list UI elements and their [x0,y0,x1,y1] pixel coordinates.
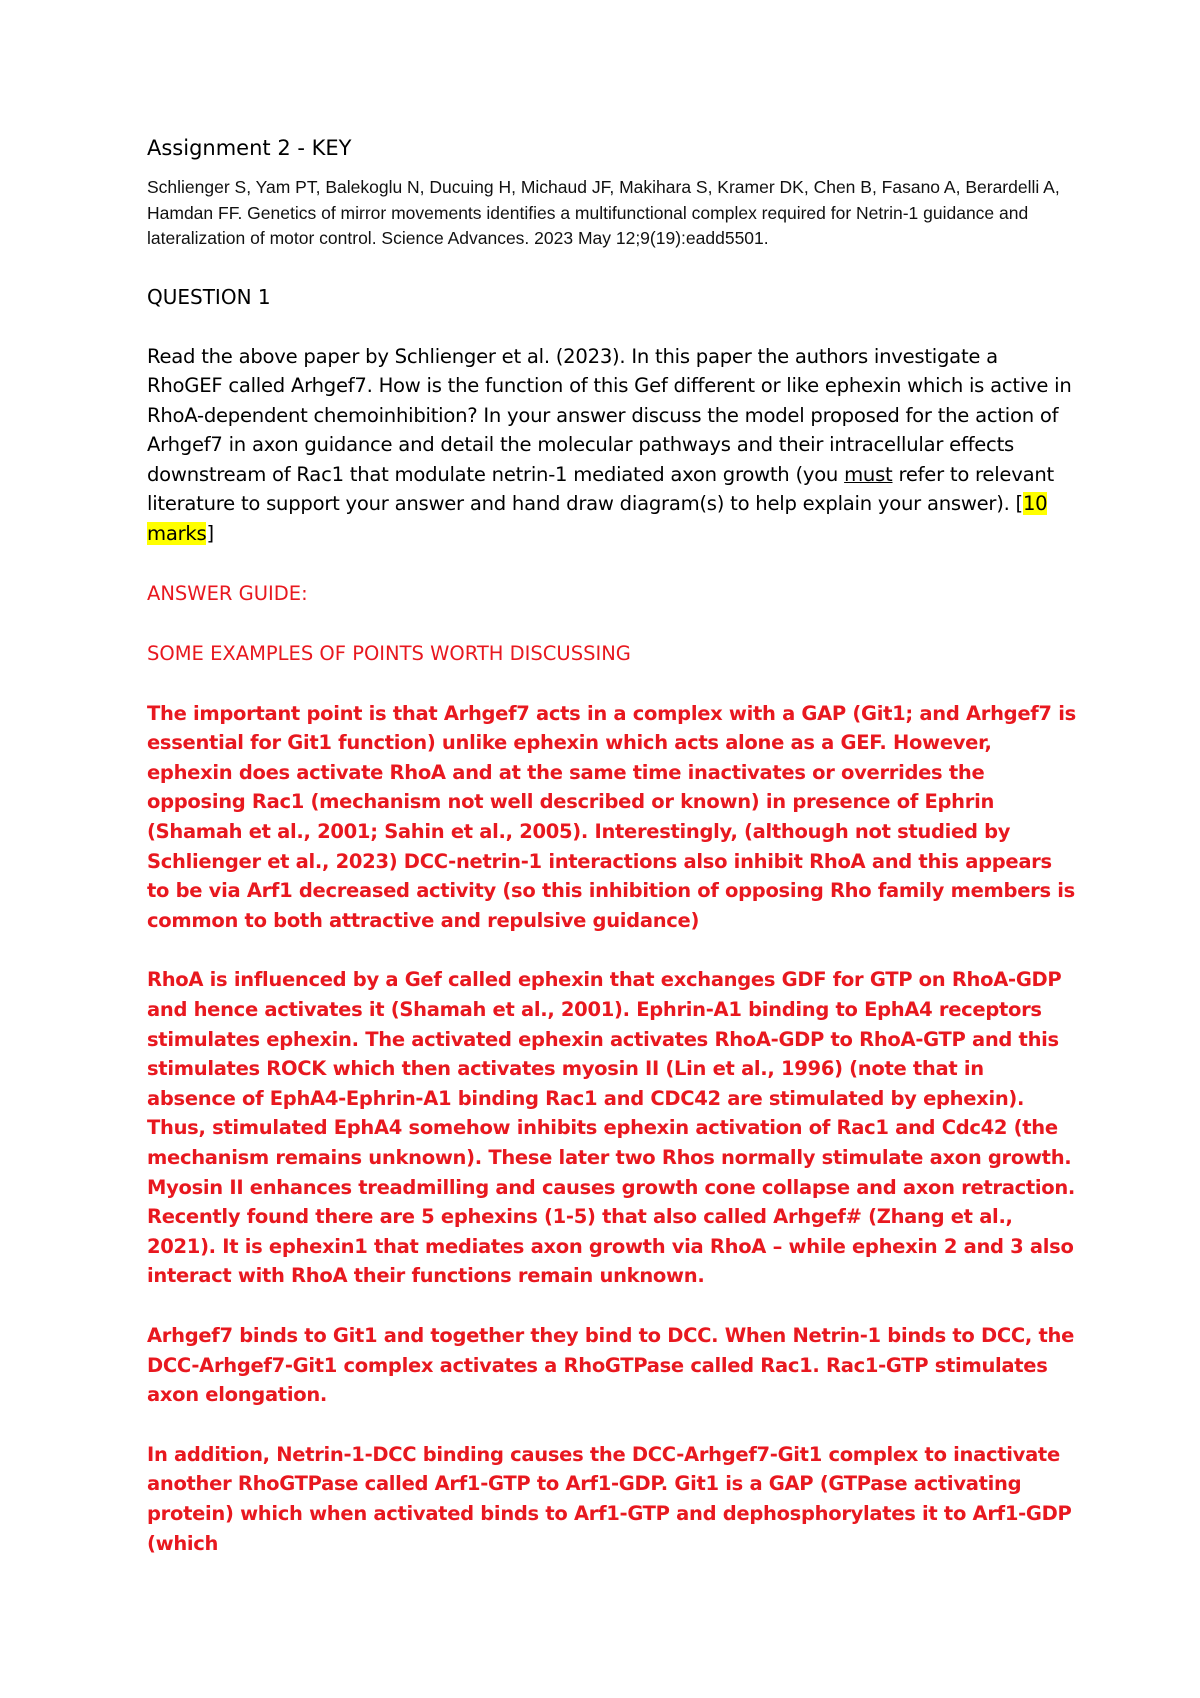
question-text-part2: refer to relevant literature to support your answer and hand draw diagram(s) to help explain your answer). [ [147,462,1054,516]
question-text-part3: ] [206,522,214,546]
examples-heading: SOME EXAMPLES OF POINTS WORTH DISCUSSING [147,641,631,665]
question-emphasis: must [844,462,893,486]
answer-guide-heading: ANSWER GUIDE: [147,581,308,605]
paper-citation: Schlienger S, Yam PT, Balekoglu N, Ducuing H, Michaud JF, Makihara S, Kramer DK, Chen B, Fasano A, Berardelli A, Hamdan FF. Genetics of mirror movements identifies a multifunctional complex required for Netrin-1 guidance and lateralization of motor control. Science Advances. 2023 May 12;9(19):eadd5501. [147,177,1060,248]
answer-paragraph-3: Arhgef7 binds to Git1 and together they bind to DCC. When Netrin-1 binds to DCC, the DCC-Arhgef7-Git1 complex activates a RhoGTPase called Rac1. Rac1-GTP stimulates axon elongation. [147,1323,1075,1407]
question-heading: QUESTION 1 [147,284,271,309]
answer-paragraph-2: RhoA is influenced by a Gef called ephexin that exchanges GDF for GTP on RhoA-GDP and hence activates it (Shamah et al., 2001). Ephrin-A1 binding to EphA4 receptors stimulates ephexin. The activated ephexin activates RhoA-GDP to RhoA-GTP and this stimulates ROCK which then activates myosin II (Lin et al., 1996) (note that in absence of EphA4-Ephrin-A1 binding Rac1 and CDC42 are stimulated by ephexin). Thus, stimulated EphA4 somehow inhibits ephexin activation of Rac1 and Cdc42 (the mechanism remains unknown). These later two Rhos normally stimulate axon growth. Myosin II enhances treadmilling and causes growth cone collapse and axon retraction. Recently found there are 5 ephexins (1-5) that also called Arhgef# (Zhang et al., 2021). It is ephexin1 that mediates axon growth via RhoA – while ephexin 2 and 3 also interact with RhoA their functions remain unknown. [147,968,1076,1288]
answer-paragraph-4: In addition, Netrin-1-DCC binding causes the DCC-Arhgef7-Git1 complex to inactivate another RhoGTPase called Arf1-GTP to Arf1-GDP. Git1 is a GAP (GTPase activating protein) which when activated binds to Arf1-GTP and dephosphorylates it to Arf1-GDP (which [147,1442,1072,1555]
question-text-part1: Read the above paper by Schlienger et al. (2023). In this paper the authors investigate a RhoGEF called Arhgef7. How is the function of this Gef different or like ephexin which is active in RhoA-dependent chemoinhibition? In your answer discuss the model proposed for the action of Arhgef7 in axon guidance and detail the molecular pathways and their intracellular effects downstream of Rac1 that modulate netrin-1 mediated axon growth (you [147,344,1072,486]
document-title: Assignment 2 - KEY [147,136,352,160]
marks-highlight: 10 marks [147,492,1048,546]
document-page [147,133,1077,1588]
answer-paragraph-1: The important point is that Arhgef7 acts in a complex with a GAP (Git1; and Arhgef7 is essential for Git1 function) unlike ephexin which acts alone as a GEF. However, ephexin does activate RhoA and at the same time inactivates or overrides the opposing Rac1 (mechanism not well described or known) in presence of Ephrin (Shamah et al., 2001; Sahin et al., 2005). Interestingly, (although not studied by Schlienger et al., 2023) DCC-netrin-1 interactions also inhibit RhoA and this appears to be via Arf1 decreased activity (so this inhibition of opposing Rho family members is common to both attractive and repulsive guidance) [147,701,1076,932]
question-text [147,342,1077,549]
